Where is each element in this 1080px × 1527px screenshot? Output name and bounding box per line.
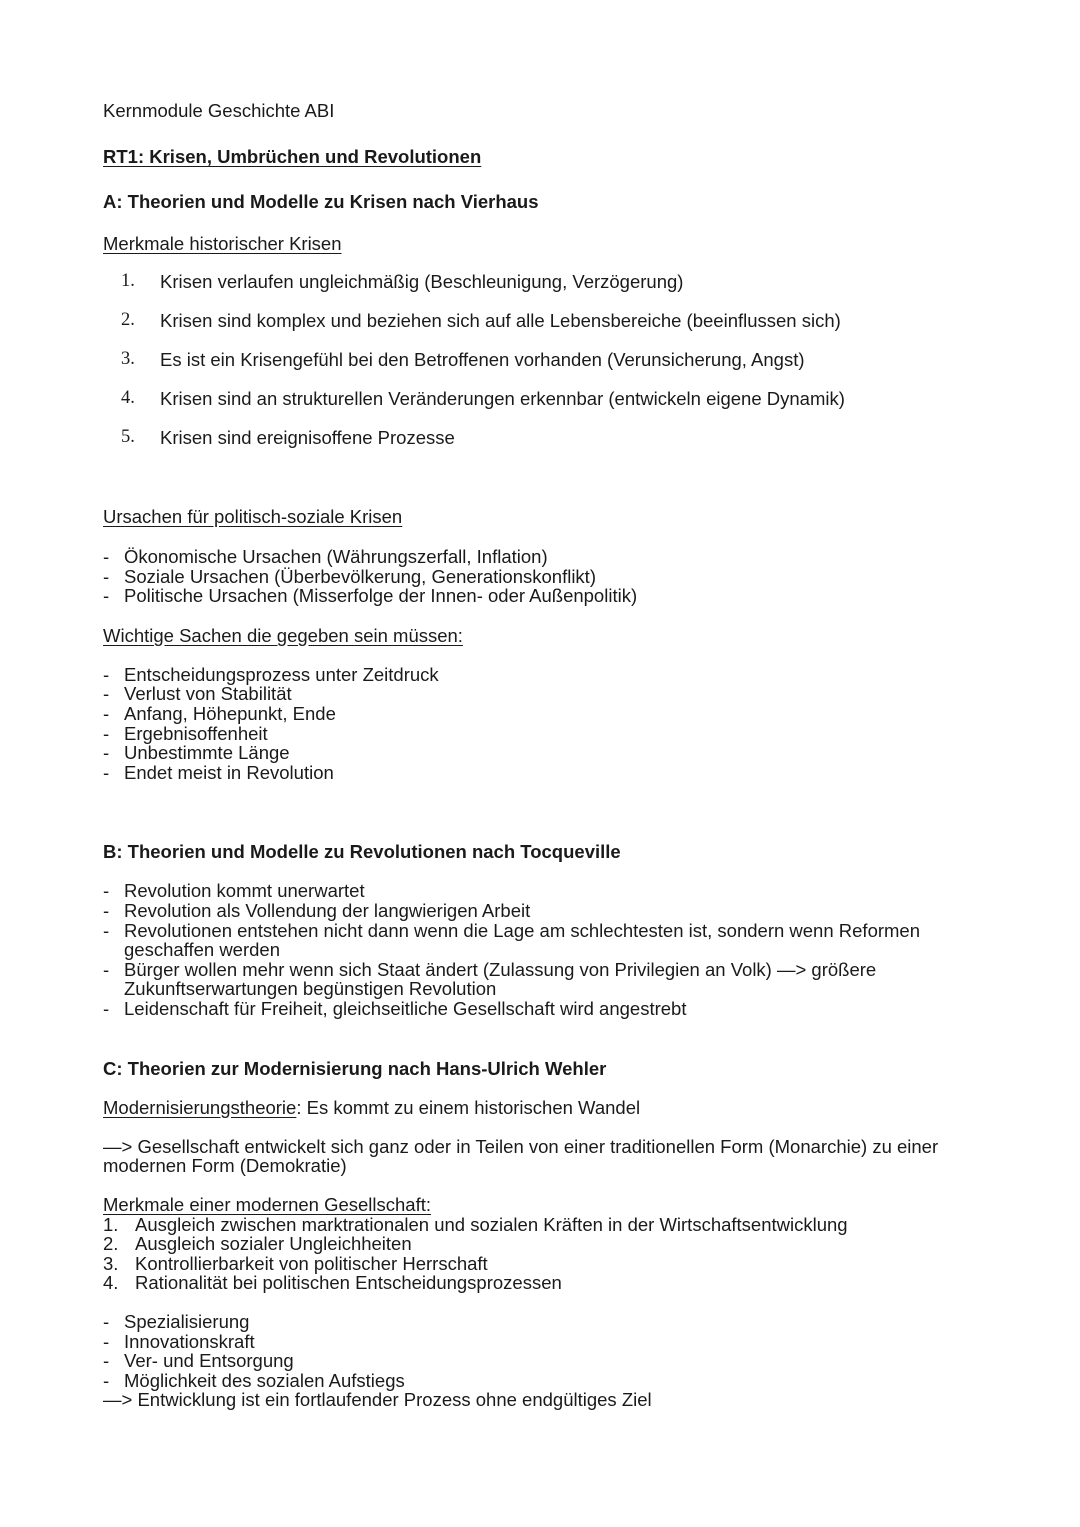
list-item: 1. Ausgleich zwischen marktrationalen und sozialen Kräften in der Wirtschaftsentwicklung [103,1213,848,1235]
term-modernisierungstheorie: Modernisierungstheorie [103,1096,297,1118]
list-item: 1. Krisen verlaufen ungleichmäßig (Beschleunigung, Verzögerung) [121,270,684,292]
modernisierung-merkmale-list [103,1312,983,1390]
wichtige-sachen-list [103,665,983,783]
list-item: - Revolutionen entstehen nicht dann wenn die Lage am schlechtesten ist, sondern wenn Reformen geschaffen werden [103,919,921,961]
moderne-gesellschaft-list [103,1215,983,1293]
list-item: 2. Ausgleich sozialer Ungleichheiten [103,1233,412,1255]
list-item: - Spezialisierung [103,1311,250,1333]
document-title: Kernmodule Geschichte ABI [103,100,335,121]
list-item: - Ökonomische Ursachen (Währungszerfall, Inflation) [103,546,548,567]
list-item: - Entscheidungsprozess unter Zeitdruck [103,663,439,685]
list-item: - Revolution als Vollendung der langwierigen Arbeit [103,899,531,921]
list-item: - Leidenschaft für Freiheit, gleichseitliche Gesellschaft wird angestrebt [103,997,687,1019]
list-item: - Anfang, Höhepunkt, Ende [103,702,336,724]
list-item: - Politische Ursachen (Misserfolge der Innen- oder Außenpolitik) [103,585,638,607]
gesellschaft-arrow-text: —> Gesellschaft entwickelt sich ganz oder in Teilen von einer traditionellen Form (Monarchie) zu einer modernen Form (Demokratie) [103,1135,939,1177]
list-item: 3. Kontrollierbarkeit von politischer Herrschaft [103,1252,488,1274]
section-b-heading: B: Theorien und Modelle zu Revolutionen nach Tocqueville [103,841,621,863]
krisen-merkmale-list [103,262,983,457]
list-item: 4. Krisen sind an strukturellen Veränderungen erkennbar (entwickeln eigene Dynamik) [121,387,845,409]
list-item: - Ver- und Entsorgung [103,1350,294,1372]
list-item: 5. Krisen sind ereignisoffene Prozesse [121,426,455,448]
list-item: - Verlust von Stabilität [103,683,292,705]
section-c-subheading-merkmale: Merkmale einer modernen Gesellschaft: [103,1193,432,1215]
list-item: - Soziale Ursachen (Überbevölkerung, Generationskonflikt) [103,565,596,587]
list-item: - Möglichkeit des sozialen Aufstiegs [103,1369,405,1391]
modernisierungstheorie-line: Modernisierungstheorie: Es kommt zu einem historischen Wandel [103,1096,641,1118]
section-a-subheading-wichtig: Wichtige Sachen die gegeben sein müssen: [103,624,463,646]
list-item: - Revolution kommt unerwartet [103,880,365,902]
ursachen-list [103,547,983,606]
rt-heading: RT1: Krisen, Umbrüchen und Revolutionen [103,146,482,167]
document-page [103,101,983,1410]
list-item: - Bürger wollen mehr wenn sich Staat ändert (Zulassung von Privilegien an Volk) —> größere Zukunftserwartungen begünstigen Revolution [103,958,877,1000]
list-item: - Innovationskraft [103,1330,255,1352]
list-item: 4. Rationalität bei politischen Entscheidungsprozessen [103,1272,562,1294]
section-a-subheading-merkmale: Merkmale historischer Krisen [103,233,342,254]
section-c-heading: C: Theorien zur Modernisierung nach Hans-Ulrich Wehler [103,1057,607,1079]
list-item: - Ergebnisoffenheit [103,722,268,744]
list-item: 2. Krisen sind komplex und beziehen sich auf alle Lebensbereiche (beeinflussen sich) [121,309,841,331]
list-item: - Endet meist in Revolution [103,761,334,783]
section-a-heading: A: Theorien und Modelle zu Krisen nach Vierhaus [103,191,539,212]
section-a-subheading-ursachen: Ursachen für politisch-soziale Krisen [103,506,403,527]
tocqueville-list [103,881,943,1018]
list-item: 3. Es ist ein Krisengefühl bei den Betroffenen vorhanden (Verunsicherung, Angst) [121,348,805,370]
list-item: - Unbestimmte Länge [103,742,290,764]
entwicklung-arrow-text: —> Entwicklung ist ein fortlaufender Prozess ohne endgültiges Ziel [103,1389,652,1411]
